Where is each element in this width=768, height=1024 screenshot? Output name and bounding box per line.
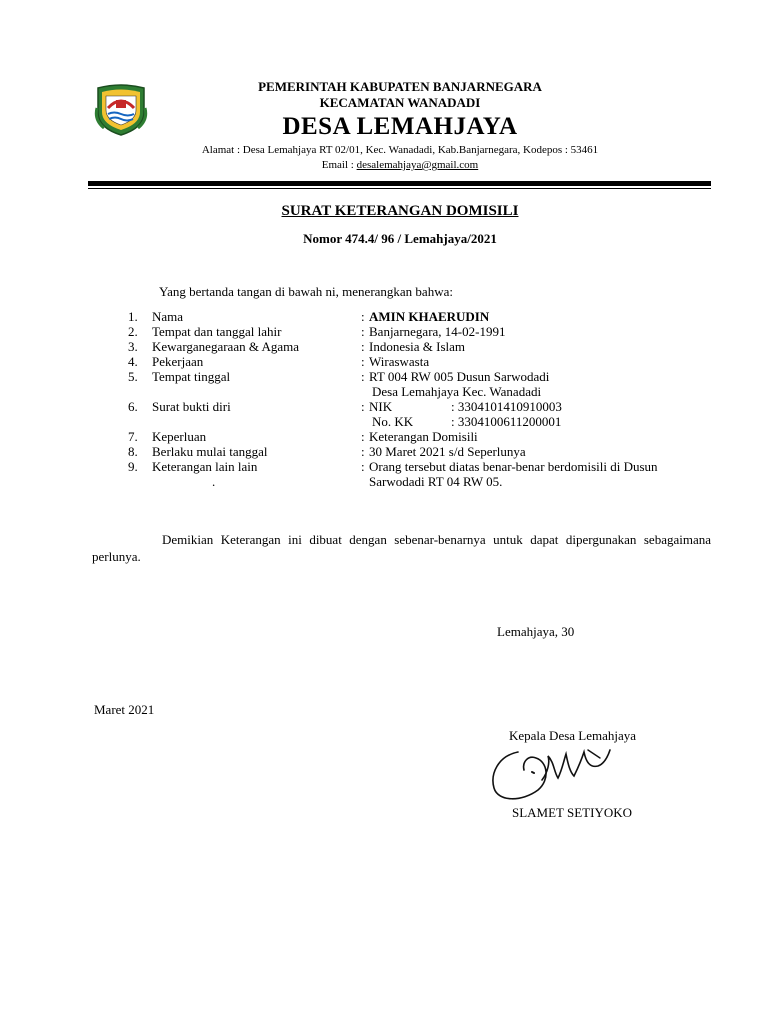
item-colon: : [361,324,365,339]
item-colon: : [361,369,365,384]
item-value: Banjarnegara, 14-02-1991 [369,324,506,339]
intro-text: Yang bertanda tangan di bawah ni, menerangkan bahwa: [159,284,453,299]
nik-value: : 3304101410910003 [451,399,562,414]
item-number: 9. [128,459,138,474]
letter-number: Nomor 474.4/ 96 / Lemahjaya/2021 [303,231,497,246]
item-label: Pekerjaan [152,354,204,369]
item-value-continued: Sarwodadi RT 04 RW 05. [369,474,503,489]
item-number: 2. [128,324,138,339]
item-value: 30 Maret 2021 s/d Seperlunya [369,444,526,459]
item-label: Tempat dan tanggal lahir [152,324,282,339]
closing-paragraph: Demikian Keterangan ini dibuat dengan sebenar-benarnya untuk dapat dipergunakan sebagaimana perlunya. [92,532,711,564]
government-name: PEMERINTAH KABUPATEN BANJARNEGARA [258,79,542,94]
handwritten-signature [488,742,618,806]
place-date: Lemahjaya, 30 [497,624,575,639]
item-colon: : [361,399,365,414]
item-number: 4. [128,354,138,369]
item-colon: : [361,309,365,324]
item-value: Indonesia & Islam [369,339,466,354]
item-number: 8. [128,444,138,459]
signer-name: SLAMET SETIYOKO [512,805,633,820]
month-year: Maret 2021 [94,702,155,717]
item-colon: : [361,354,365,369]
item-colon: : [361,429,365,444]
item-value: Keterangan Domisili [369,429,478,444]
letterhead-rule-thin [88,188,711,189]
nik-label: NIK [369,399,393,414]
letter-title: SURAT KETERANGAN DOMISILI [281,203,519,219]
email-label: Email : [321,159,357,171]
item-number: 5. [128,369,138,384]
letterhead-rule-thick [88,181,711,186]
email-line [45,160,755,171]
item-colon: : [361,444,365,459]
item-label: Surat bukti diri [152,399,231,414]
item-label: Keperluan [152,429,207,444]
item-label: Keterangan lain lain [152,459,258,474]
item-colon: : [361,339,365,354]
item-label: Tempat tinggal [152,369,231,384]
item-label: Berlaku mulai tanggal [152,444,268,459]
kk-label: No. KK [372,414,414,429]
item-number: 7. [128,429,138,444]
item-number: 6. [128,399,138,414]
item-label: Nama [152,309,184,324]
item-number: 3. [128,339,138,354]
item-value: Orang tersebut diatas benar-benar berdomisili di Dusun [369,459,658,474]
address-line: Alamat : Desa Lemahjaya RT 02/01, Kec. Wanadadi, Kab.Banjarnegara, Kodepos : 53461 [201,144,599,156]
stray-dot: . [212,474,216,489]
item-label: Kewarganegaraan & Agama [152,339,300,354]
email-address: desalemahjaya@gmail.com [356,159,479,171]
item-value-name: AMIN KHAERUDIN [369,309,490,324]
kk-value: : 3304100611200001 [451,414,562,429]
item-value: Wiraswasta [369,354,430,369]
signer-position: Kepala Desa Lemahjaya [509,728,637,743]
village-name: DESA LEMAHJAYA [282,113,518,140]
item-number: 1. [128,309,138,324]
item-value: RT 004 RW 005 Dusun Sarwodadi [369,369,550,384]
item-value-continued: Desa Lemahjaya Kec. Wanadadi [372,384,542,399]
district-name: KECAMATAN WANADADI [319,95,481,110]
item-colon: : [361,459,365,474]
